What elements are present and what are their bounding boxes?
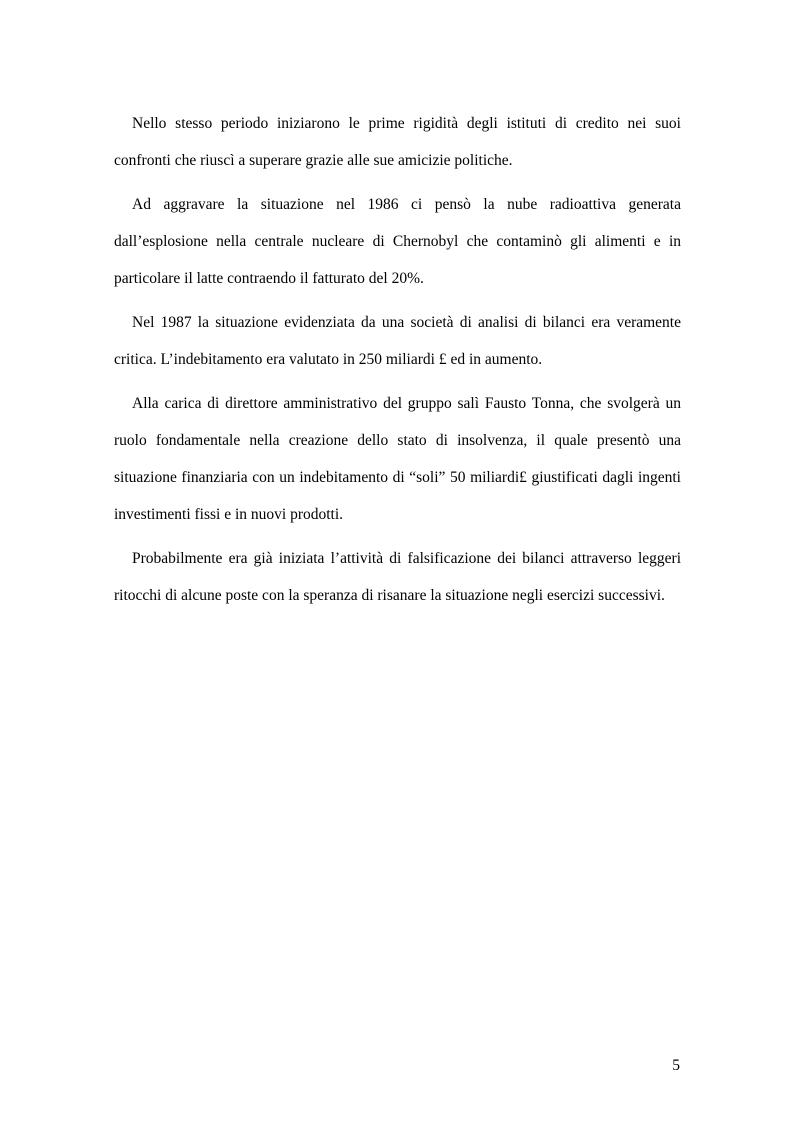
- page-number: 5: [672, 1057, 680, 1074]
- paragraph-fausto-tonna: Alla carica di direttore amministrativo del gruppo salì Fausto Tonna, che svolgerà un ruolo fondamentale nella creazione dello stato di insolvenza, il quale presentò una situazione finanziaria con un indebitamento di “soli” 50 miliardi£ giustificati dagli ingenti investimenti fissi e in nuovi prodotti.: [114, 395, 681, 523]
- paragraph-1987-debt: Nel 1987 la situazione evidenziata da una società di analisi di bilanci era veramente critica. L’indebitamento era valutato in 250 miliardi £ ed in aumento.: [114, 314, 681, 368]
- document-body: [114, 105, 681, 621]
- paragraph-falsification: Probabilmente era già iniziata l’attività di falsificazione dei bilanci attraverso leggeri ritocchi di alcune poste con la speranza di risanare la situazione negli esercizi successivi.: [114, 550, 681, 604]
- paragraph-credit-rigidity: Nello stesso periodo iniziarono le prime rigidità degli istituti di credito nei suoi confronti che riuscì a superare grazie alle sue amicizie politiche.: [114, 115, 681, 169]
- paragraph-chernobyl: Ad aggravare la situazione nel 1986 ci pensò la nube radioattiva generata dall’esplosione nella centrale nucleare di Chernobyl che contaminò gli alimenti e in particolare il latte contraendo il fatturato del 20%.: [114, 196, 681, 287]
